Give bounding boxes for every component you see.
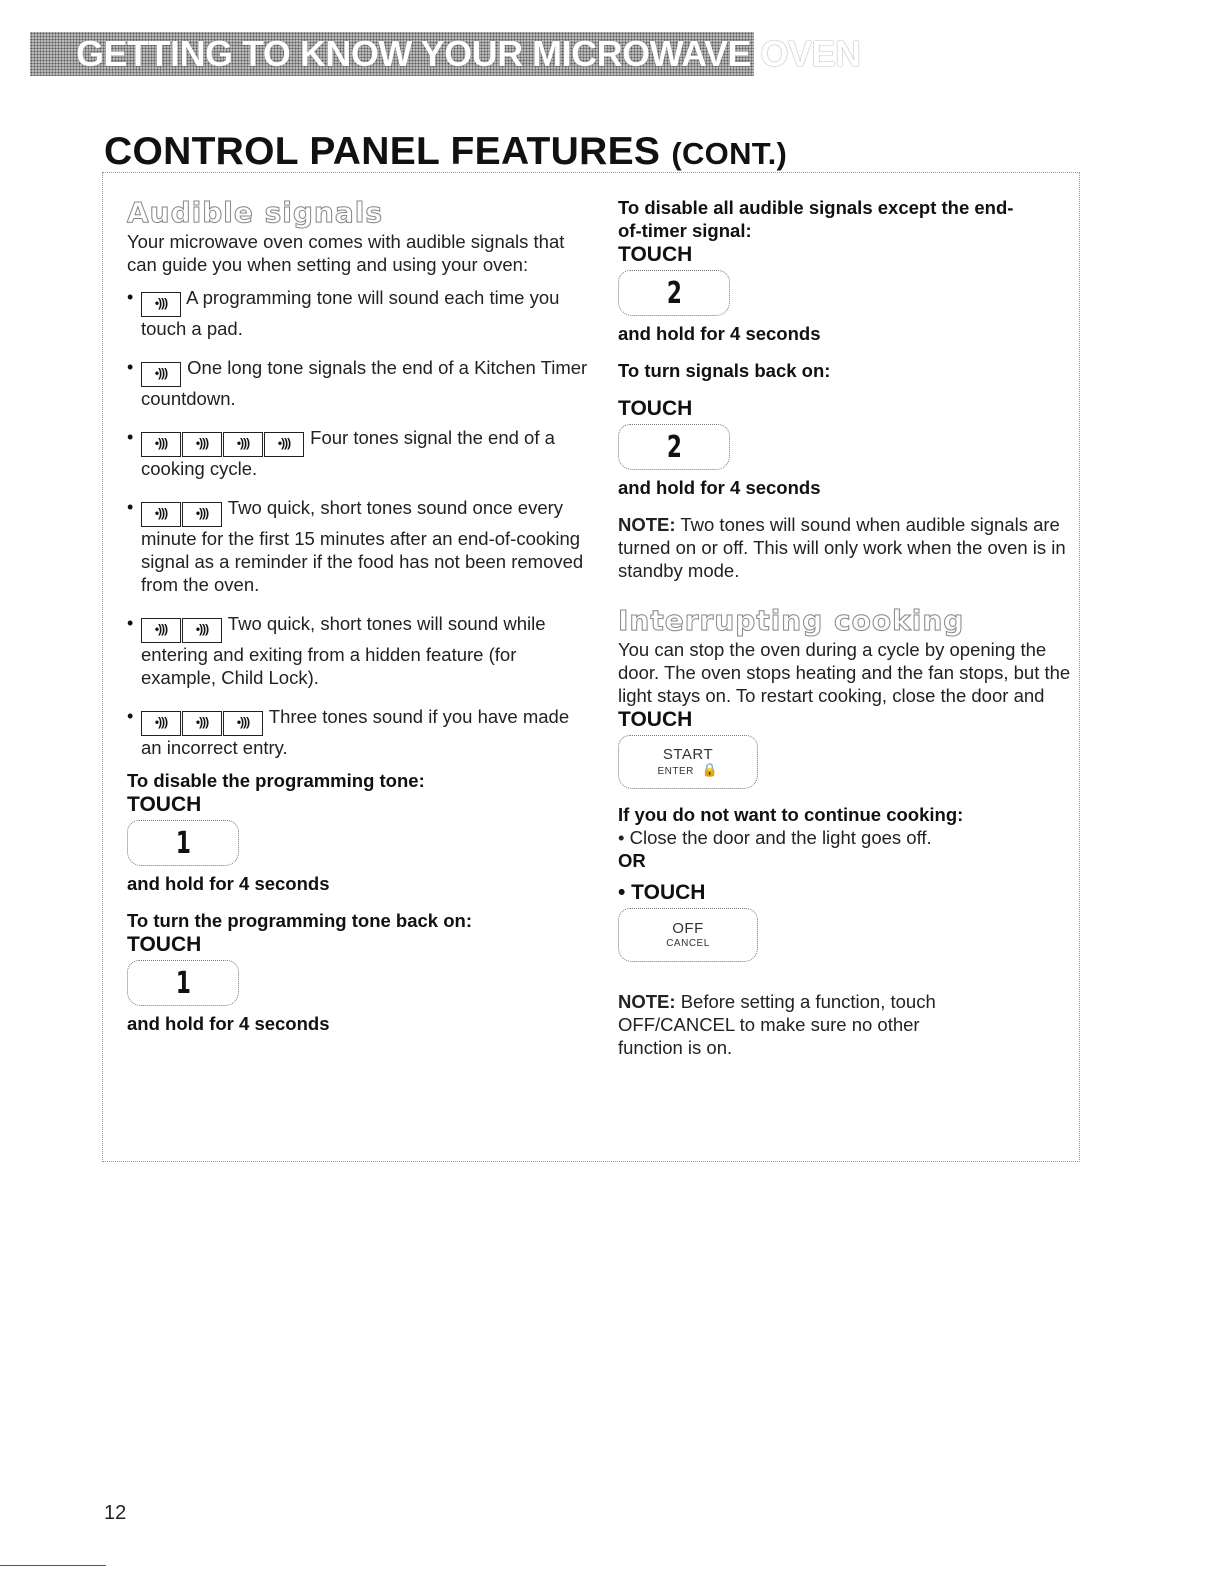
hold-instruction: and hold for 4 seconds [618,323,821,344]
note-label: NOTE: [618,514,676,535]
touch-label: • TOUCH [618,881,706,904]
interrupting-text: You can stop the oven during a cycle by opening the door. The oven stops heating and the fan stops, but the light stays on. To restart cooking, close the door and [618,639,1071,706]
key-1-label: 1 [175,825,191,861]
key-2-label: 2 [666,275,682,311]
list-item [127,426,592,480]
key-1-button[interactable] [127,960,239,1006]
page-title-main: CONTROL PANEL FEATURES [104,130,672,173]
tone-icon: •))) [141,618,181,643]
footer-rule [0,1565,106,1566]
hold-instruction: and hold for 4 seconds [618,477,821,498]
key-1-label: 1 [175,965,191,1001]
tone-description: Three tones sound if you have made an incorrect entry. [141,706,570,758]
hold-instruction: and hold for 4 seconds [127,873,330,894]
lock-icon: 🔒 [701,761,719,777]
right-column [618,196,1078,1059]
tone-icon: •))) [141,362,181,387]
off-cancel-button[interactable] [618,908,758,962]
section-banner [30,32,861,76]
note-label: NOTE: [618,991,676,1012]
hold-instruction: and hold for 4 seconds [127,1013,330,1034]
tone-icon: •))) [223,711,263,736]
tone-description: Two quick, short tones sound once every minute for the first 15 minutes after an end-of-cooking signal as a reminder if the food has not been removed from the oven. [141,497,584,595]
note-text: Before setting a function, touch OFF/CANCEL to make sure no other function is on. [618,991,936,1058]
cancel-label: CANCEL [666,937,710,949]
audible-intro: Your microwave oven comes with audible signals that can guide you when setting and using your oven: [127,231,565,275]
disable-tone-label: To disable the programming tone: [127,770,425,791]
note-standby [618,513,1078,582]
tone-icon: •))) [141,711,181,736]
start-label: START [662,745,714,763]
or-label: OR [618,850,646,871]
tone-icon: •))) [182,618,222,643]
tone-icon: •))) [264,432,304,457]
touch-label: TOUCH [127,793,202,816]
disable-all-label: To disable all audible signals except the end-of-timer signal: [618,197,1014,241]
tone-description: A programming tone will sound each time you touch a pad. [141,287,560,339]
tone-icon: •))) [223,432,263,457]
audible-signals-heading: Audible signals [127,196,384,229]
enter-label: ENTER 🔒 [657,761,719,777]
touch-label: TOUCH [618,243,693,266]
touch-label: TOUCH [618,397,693,420]
key-2-button[interactable] [618,270,730,316]
page-title-suffix: (CONT.) [671,136,788,171]
key-2-button[interactable] [618,424,730,470]
page-number: 12 [104,1502,127,1524]
tone-icon: •))) [141,432,181,457]
tone-icon: •))) [141,292,181,317]
tone-description: Four tones signal the end of a cooking cycle. [141,427,555,479]
banner-title: GETTING TO KNOW YOUR MICROWAVE OVEN [76,33,861,74]
tone-list [127,286,592,759]
list-item [127,356,592,410]
left-column [127,196,592,1035]
tone-icon: •))) [141,502,181,527]
not-continue-label: If you do not want to continue cooking: [618,804,964,825]
list-item [127,705,592,759]
note-text: Two tones will sound when audible signals are turned on or off. This will only work when the oven is in standby mode. [618,514,1066,581]
touch-label: TOUCH [618,708,693,731]
signals-on-label: To turn signals back on: [618,360,831,381]
tone-icon: •))) [182,502,222,527]
list-item [127,496,592,596]
note-off-cancel [618,990,1078,1059]
tone-description: One long tone signals the end of a Kitchen Timer countdown. [141,357,588,409]
touch-label: TOUCH [127,933,202,956]
tone-description: Two quick, short tones will sound while entering and exiting from a hidden feature (for example, Child Lock). [141,613,546,688]
key-2-label: 2 [666,429,682,465]
page-title [104,130,787,174]
key-1-button[interactable] [127,820,239,866]
tone-icon: •))) [182,711,222,736]
enable-tone-label: To turn the programming tone back on: [127,910,472,931]
tone-icon: •))) [182,432,222,457]
start-enter-button[interactable] [618,735,758,789]
list-item [127,286,592,340]
close-door-bullet: • Close the door and the light goes off. [618,827,932,848]
interrupting-cooking-heading: Interrupting cooking [618,604,965,637]
list-item [127,612,592,689]
off-label: OFF [672,919,704,937]
